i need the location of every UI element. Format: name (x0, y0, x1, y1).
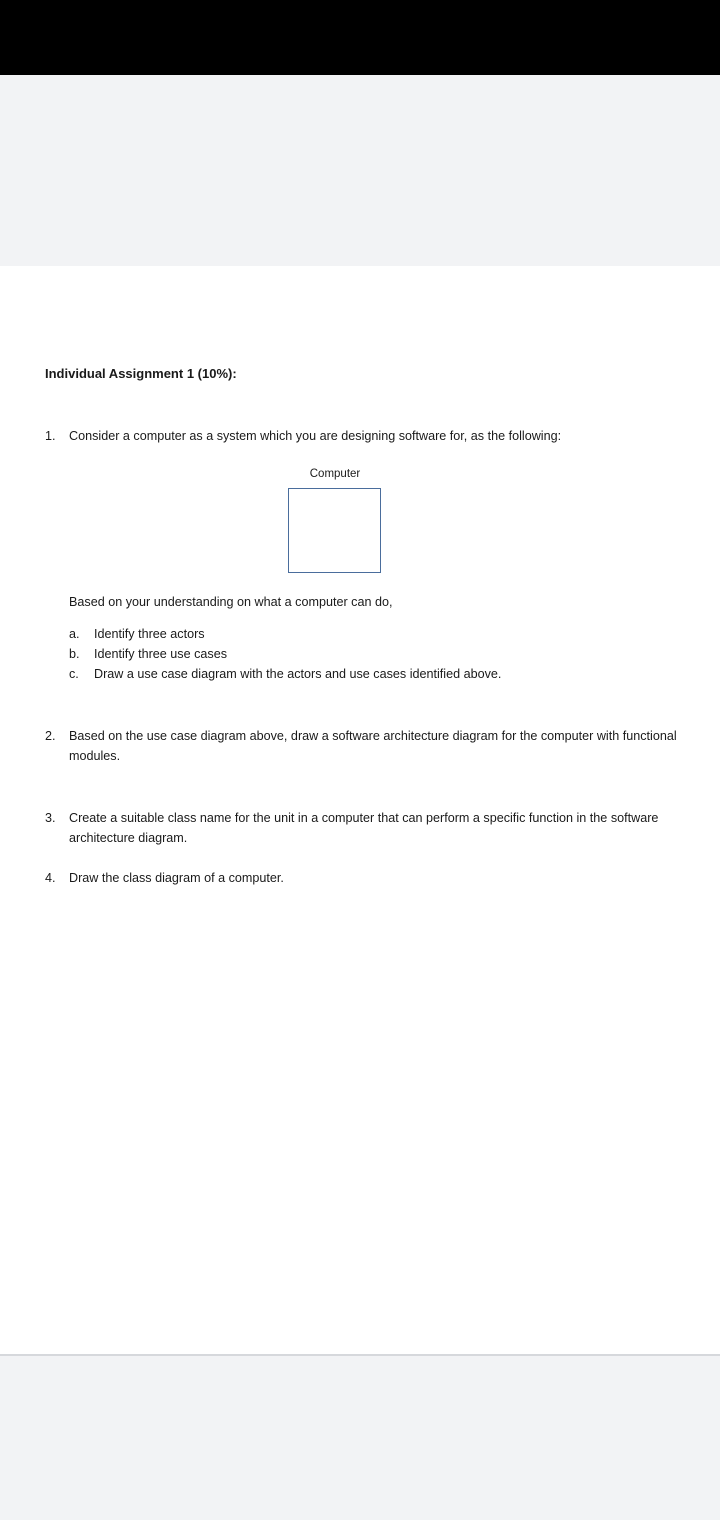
question-1 (45, 426, 685, 446)
document-page[interactable] (0, 266, 720, 1356)
question-number: 1. (45, 429, 56, 443)
question-text: Create a suitable class name for the unit in a computer that can perform a specific function in the software architecture diagram. (69, 811, 659, 845)
system-boundary-box (288, 488, 381, 573)
question-number: 2. (45, 729, 56, 743)
subitem-a (69, 625, 205, 643)
assignment-title: Individual Assignment 1 (10%): (45, 366, 237, 381)
question-text: Based on the use case diagram above, draw a software architecture diagram for the computer with functional modules. (69, 729, 677, 763)
question-text: Consider a computer as a system which you are designing software for, as the following: (69, 429, 562, 443)
question-3 (45, 808, 685, 848)
diagram-label: Computer (309, 468, 361, 480)
question-text: Draw the class diagram of a computer. (69, 871, 284, 885)
question-2 (45, 726, 685, 766)
subitem-letter: c. (69, 667, 79, 681)
subitem-text: Identify three use cases (94, 647, 228, 661)
subitem-b (69, 645, 227, 663)
question-intro: Based on your understanding on what a computer can do, (69, 595, 393, 609)
question-4 (45, 868, 685, 888)
subitem-letter: a. (69, 627, 80, 641)
question-number: 4. (45, 871, 56, 885)
subitem-c (69, 665, 501, 683)
subitem-text: Identify three actors (94, 627, 205, 641)
subitem-text: Draw a use case diagram with the actors and use cases identified above. (94, 667, 502, 681)
subitem-letter: b. (69, 647, 80, 661)
question-number: 3. (45, 811, 56, 825)
status-bar (0, 0, 720, 75)
